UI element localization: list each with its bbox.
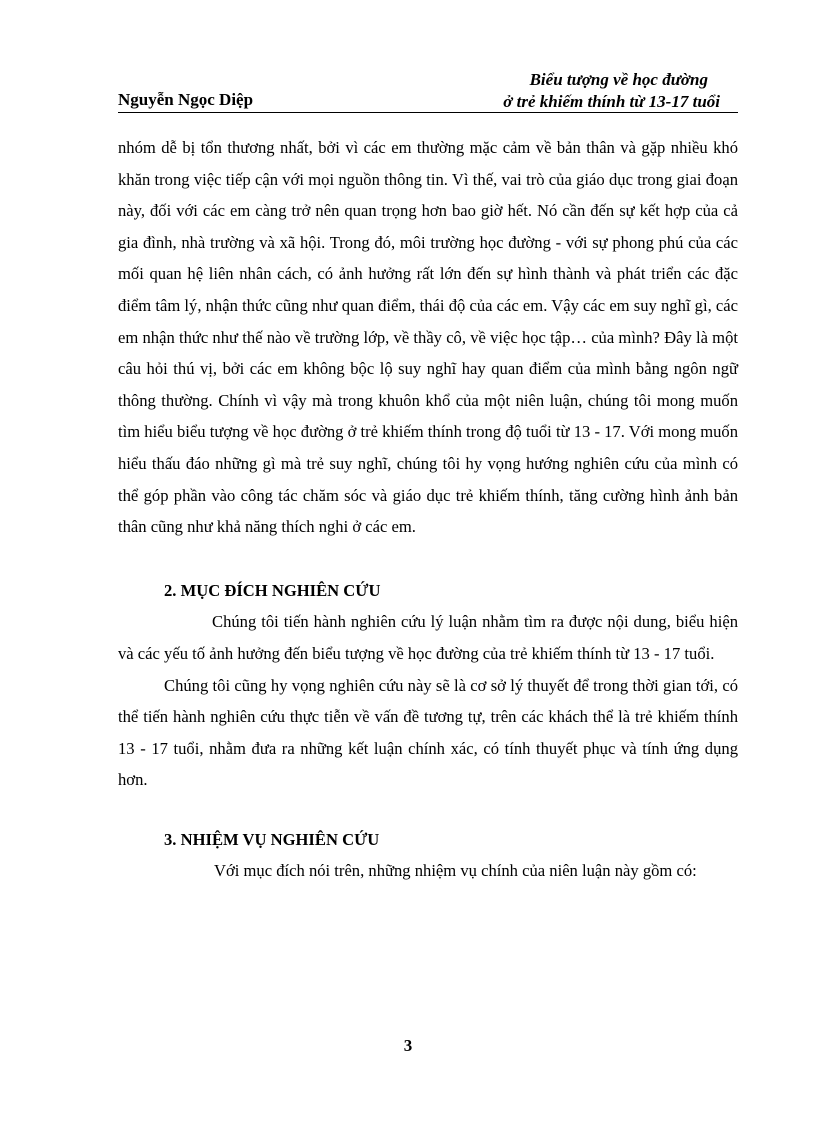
- section-2-paragraph-2: Chúng tôi cũng hy vọng nghiên cứu này sẽ là cơ sở lý thuyết để trong thời gian tới, có thể tiến hành nghiên cứu thực tiễn về vấn đề tương tự, trên các khách thể là trẻ khiếm thính 13 - 17 tuổi, nhằm đưa ra những kết luận chính xác, có tính thuyết phục và tính ứng dụng hơn.: [118, 675, 738, 790]
- page-header: [118, 66, 738, 114]
- section-3-heading: 3. NHIỆM VỤ NGHIÊN CỨU: [164, 829, 380, 849]
- section-2-paragraph-1: Chúng tôi tiến hành nghiên cứu lý luận nhằm tìm ra được nội dung, biểu hiện và các yếu tố ảnh hưởng đến biểu tượng về học đường của trẻ khiếm thính từ 13 - 17 tuổi.: [118, 612, 738, 663]
- author-name: Nguyễn Ngọc Diệp: [118, 90, 254, 109]
- running-title-line1: Biểu tượng về học đường: [529, 70, 708, 89]
- intro-paragraph: nhóm dễ bị tổn thương nhất, bởi vì các em thường mặc cảm về bản thân và gặp nhiều khó khăn trong việc tiếp cận với mọi nguồn thông tin. Vì thế, vai trò của giáo dục trong giai đoạn này, đối với các em càng trở nên quan trọng hơn bao giờ hết. Nó cần đến sự kết hợp của cả gia đình, nhà trường và xã hội. Trong đó, môi trường học đường - với sự phong phú của các mối quan hệ liên nhân cách, có ảnh hưởng rất lớn đến sự hình thành và phát triển các đặc điểm tâm lý, nhận thức cũng như quan điểm, thái độ của các em. Vậy các em suy nghĩ gì, các em nhận thức như thế nào về trường lớp, về thầy cô, về việc học tập… của mình? Đây là một câu hỏi thú vị, bởi các em không bộc lộ suy nghĩ hay quan điểm của mình bằng ngôn ngữ thông thường. Chính vì vậy mà trong khuôn khổ của một niên luận, chúng tôi mong muốn tìm hiểu biểu tượng về học đường ở trẻ khiếm thính trong độ tuổi từ 13 - 17. Với mong muốn hiểu thấu đáo những gì mà trẻ suy nghĩ, chúng tôi hy vọng hướng nghiên cứu của mình có thể góp phần vào công tác chăm sóc và giáo dục trẻ khiếm thính, tăng cường hình ảnh bản thân cũng như khả năng thích nghi ở các em.: [118, 138, 738, 537]
- header-rule: [118, 112, 738, 113]
- section-2-heading: 2. MỤC ĐÍCH NGHIÊN CỨU: [164, 580, 381, 600]
- running-title-line2: ở trẻ khiếm thính từ 13-17 tuổi: [503, 92, 720, 111]
- page-number: 3: [403, 1036, 413, 1055]
- section-3-paragraph-1: Với mục đích nói trên, những nhiệm vụ chính của niên luận này gồm có:: [214, 861, 697, 881]
- document-body: [118, 132, 738, 887]
